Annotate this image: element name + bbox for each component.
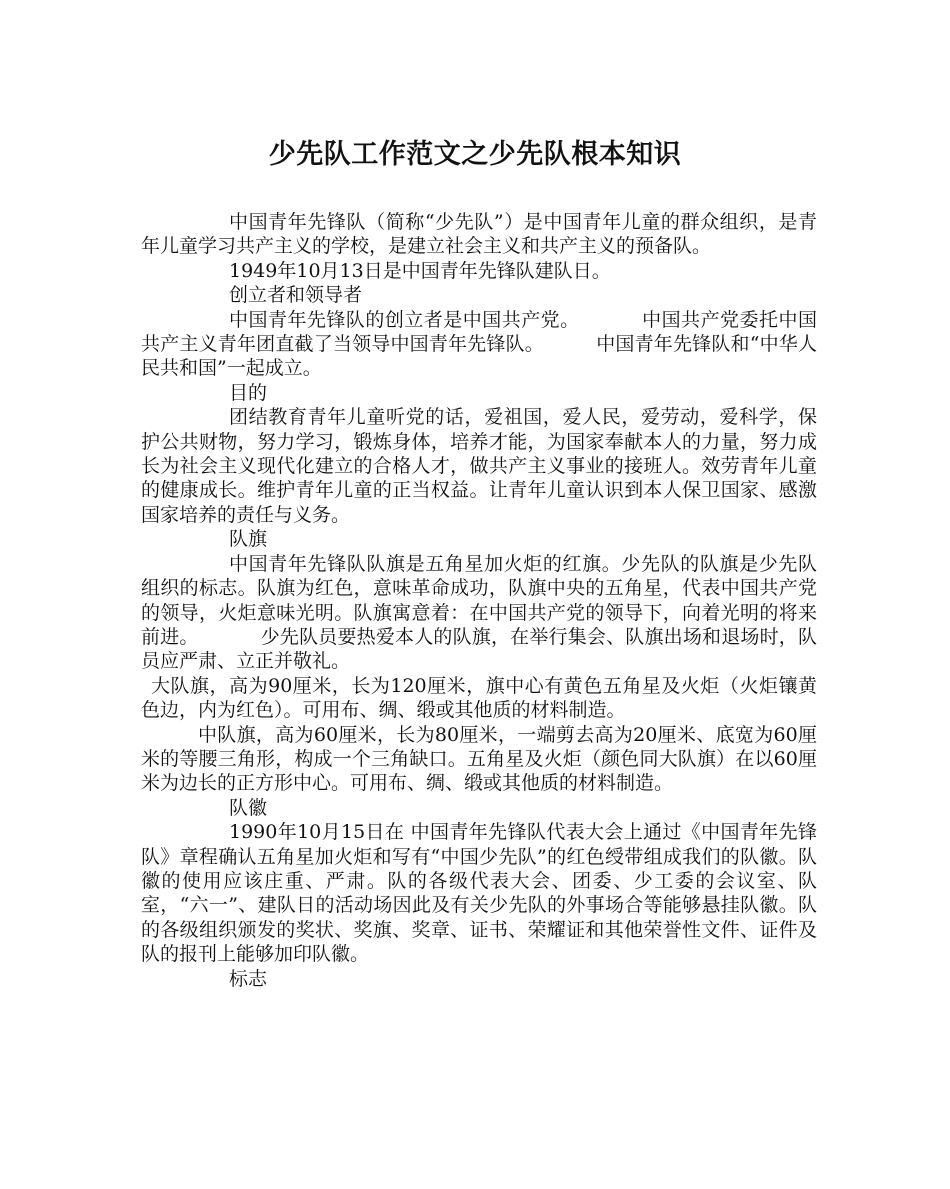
page-title: 少先队工作范文之少先队根本知识 (268, 139, 682, 170)
heading-badge: 队徽 (229, 796, 268, 819)
heading-sign: 标志 (229, 967, 268, 990)
paragraph-founding-date: 1949年10月13日是中国青年先锋队建队日。 (229, 259, 611, 282)
paragraph-intro: 中国青年先锋队（简称“少先队”）是中国青年儿童的群众组织，是青年儿童学习共产主义的学校，是建立社会主义和共产主义的预备队。 (141, 211, 817, 258)
paragraph-flag (141, 552, 817, 674)
founder-sentence-1: 中国青年先锋队的创立者是中国共产党。 (229, 308, 580, 331)
paragraph-squadron-flag: 中队旗，高为60厘米，长为80厘米，一端剪去高为20厘米、底宽为60厘米的等腰三角形，构成一个三角缺口。五角星及火炬（颜色同大队旗）在以60厘米为边长的正方形中心。可用布、绸、缎或其他质的材料制造。 (141, 723, 817, 795)
heading-flag: 队旗 (229, 528, 268, 551)
document-body (141, 210, 817, 991)
paragraph-purpose: 团结教育青年儿童听党的话，爱祖国，爱人民，爱劳动，爱科学，保护公共财物，努力学习，锻炼身体，培养才能，为国家奉献本人的力量，努力成长为社会主义现代化建立的合格人才，做共产主义事业的接班人。效劳青年儿童的健康成长。维护青年儿童的正当权益。让青年儿童认识到本人保卫国家、感激国家培养的责任与义务。 (141, 406, 817, 526)
paragraph-badge: 1990年10月15日在 中国青年先锋队代表大会上通过《中国青年先锋队》章程确认五角星加火炬和写有“中国少先队”的红色绶带组成我们的队徽。队徽的使用应该庄重、严肃。队的各级代表大会、团委、少工委的会议室、队室，“六一”、建队日的活动场因此及有关少先队的外事场合等能够悬挂队徽。队的各级组织颁发的奖状、奖旗、奖章、证书、荣耀证和其他荣誉性文件、证件及队的报刊上能够加印队徽。 (141, 821, 817, 966)
flag-etiquette: 少先队员要热爱本人的队旗，在举行集会、队旗出场和退场时，队员应严肃、立正并敬礼。 (141, 625, 817, 673)
paragraph-brigade-flag: 大队旗，高为90厘米，长为120厘米，旗中心有黄色五角星及火炬（火炬镶黄色边，内为红色）。可用布、绸、缎或其他质的材料制造。 (141, 674, 817, 722)
heading-purpose: 目的 (229, 381, 268, 404)
heading-founder: 创立者和领导者 (229, 284, 363, 307)
paragraph-founder (141, 308, 817, 381)
founder-sentence-2: 中国共产党委托中国共产主义青年团直截了当领导中国青年先锋队。 (141, 308, 817, 356)
flag-description: 中国青年先锋队队旗是五角星加火炬的红旗。少先队的队旗是少先队组织的标志。队旗为红色，意味革命成功，队旗中央的五角星，代表中国共产党的领导，火炬意味光明。队旗寓意着：在中国共产党的领导下，向着光明的将来前进。 (141, 552, 817, 648)
founder-sentence-3: 中国青年先锋队和“中华人民共和国”一起成立。 (141, 333, 817, 380)
